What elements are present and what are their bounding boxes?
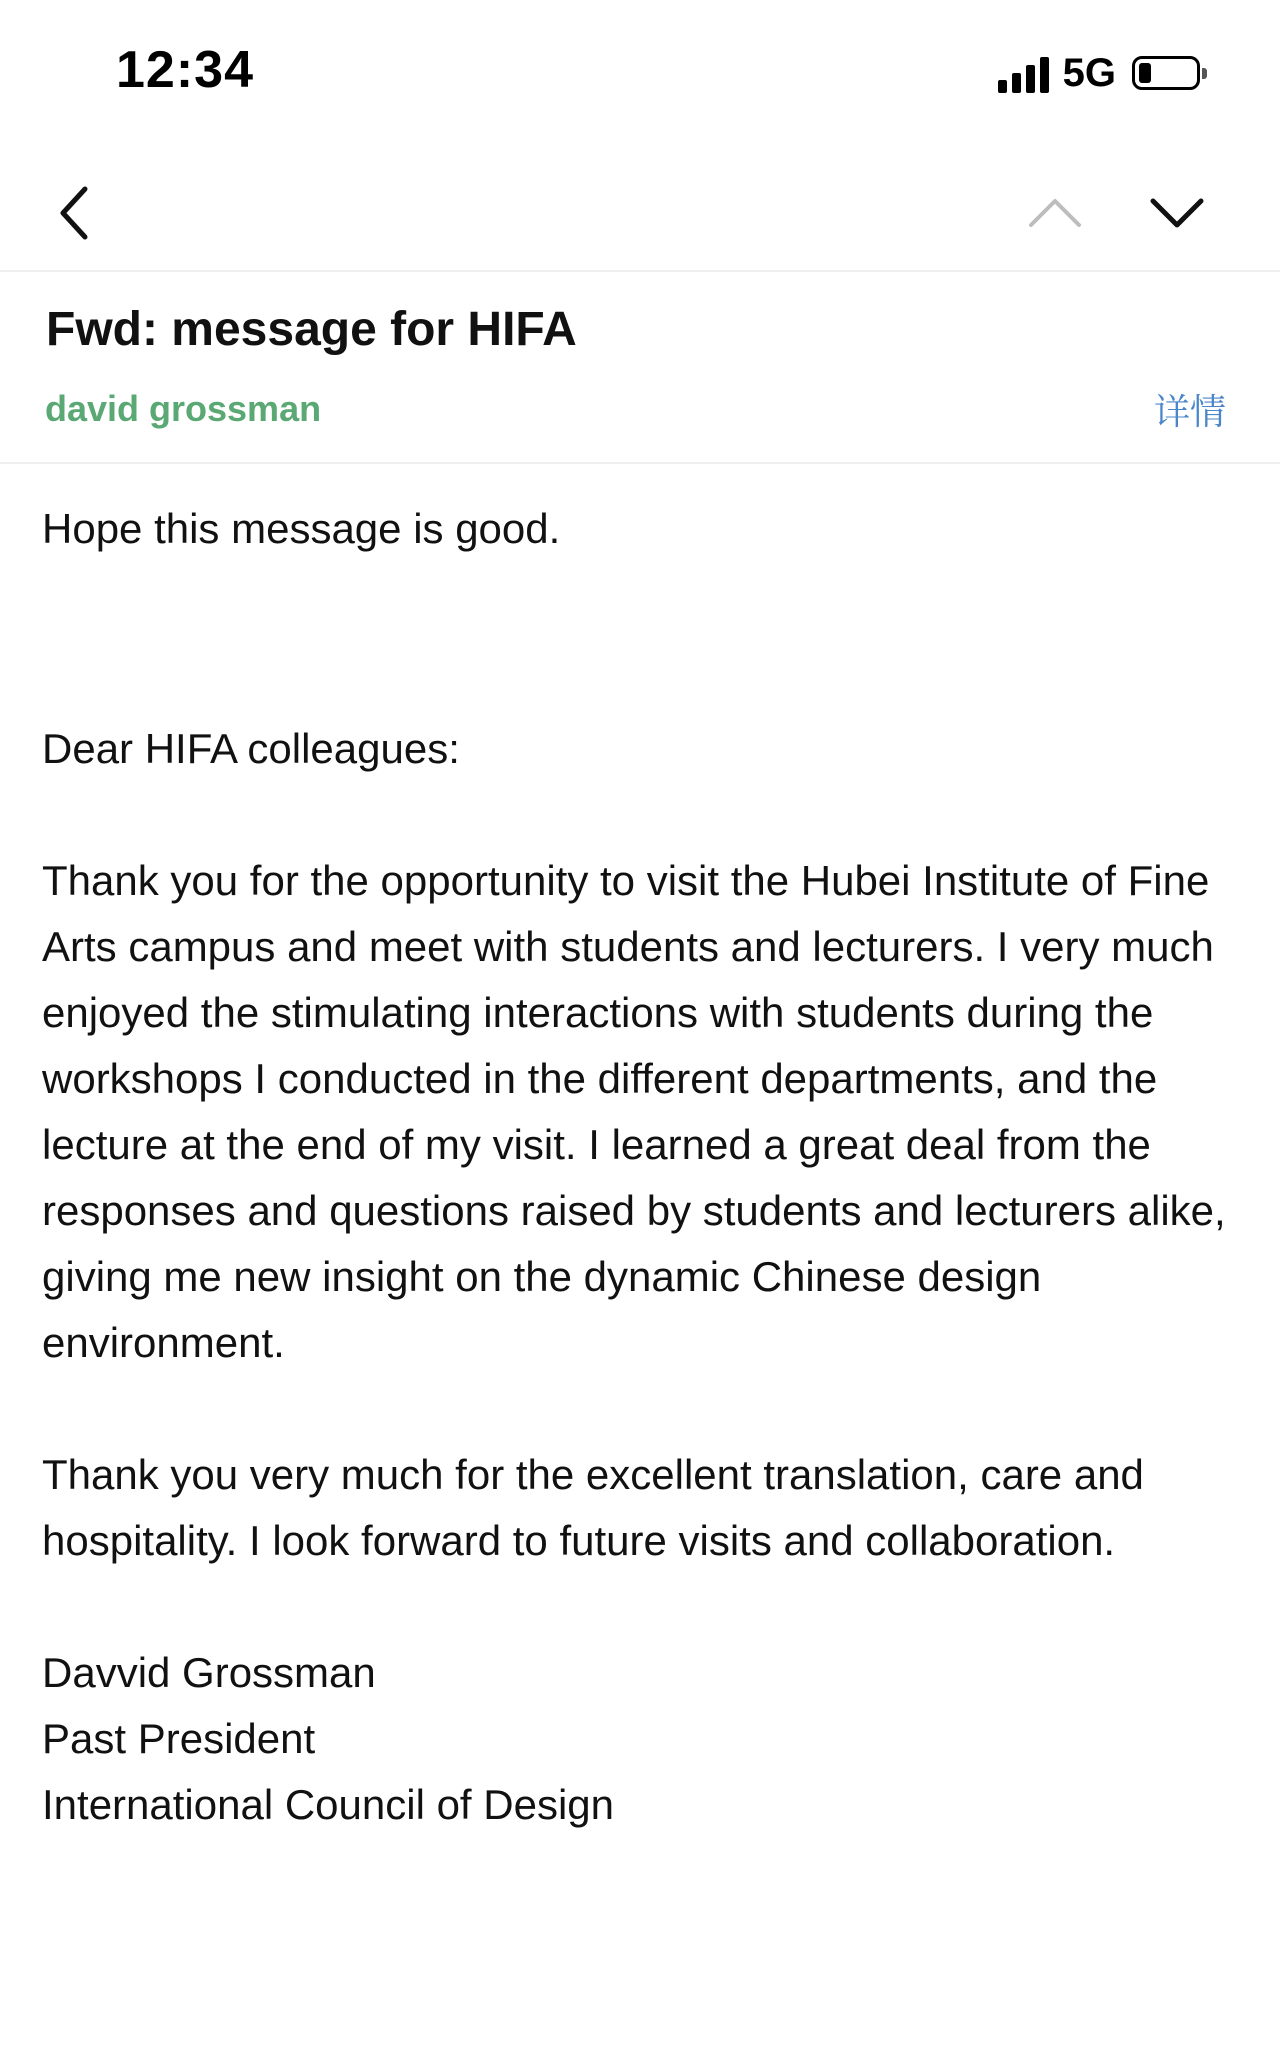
previous-message-button[interactable] — [1020, 178, 1090, 248]
chevron-up-icon — [1027, 195, 1083, 231]
signature — [42, 1640, 1242, 1838]
signal-icon — [998, 53, 1049, 93]
mail-subject: Fwd: message for HIFA — [46, 303, 577, 356]
mail-body — [42, 496, 1242, 1838]
body-paragraph-1: Thank you for the opportunity to visit the Hubei Institute of Fine Arts campus and meet with students and lecturers. I very much enjoyed the stimulating interactions with students during the workshops I conducted in the different departments, and the lecture at the end of my visit. I learned a great deal from the responses and questions raised by students and lecturers alike, giving me new insight on the dynamic Chinese design environment. — [42, 857, 1226, 1366]
greeting: Dear HIFA colleagues: — [42, 725, 460, 772]
sender-name[interactable]: david grossman — [45, 388, 322, 429]
network-type: 5G — [1062, 50, 1116, 95]
details-link[interactable]: 详情 — [1153, 391, 1226, 432]
status-bar — [0, 0, 1280, 150]
status-indicators — [998, 50, 1200, 96]
body-paragraph-2: Thank you very much for the excellent translation, care and hospitality. I look forward to future visits and collaboration. — [42, 1451, 1144, 1564]
intro-line: Hope this message is good. — [42, 505, 561, 552]
back-button[interactable] — [40, 178, 110, 248]
status-time: 12:34 — [116, 41, 254, 99]
mail-header — [0, 272, 1280, 464]
chevron-left-icon — [55, 183, 95, 243]
signature-title: Past President — [42, 1715, 316, 1762]
next-message-button[interactable] — [1142, 178, 1212, 248]
battery-icon — [1132, 56, 1200, 90]
chevron-down-icon — [1149, 195, 1205, 231]
signature-name: Davvid Grossman — [42, 1649, 376, 1696]
signature-organization: International Council of Design — [42, 1781, 615, 1828]
nav-bar — [0, 150, 1280, 272]
